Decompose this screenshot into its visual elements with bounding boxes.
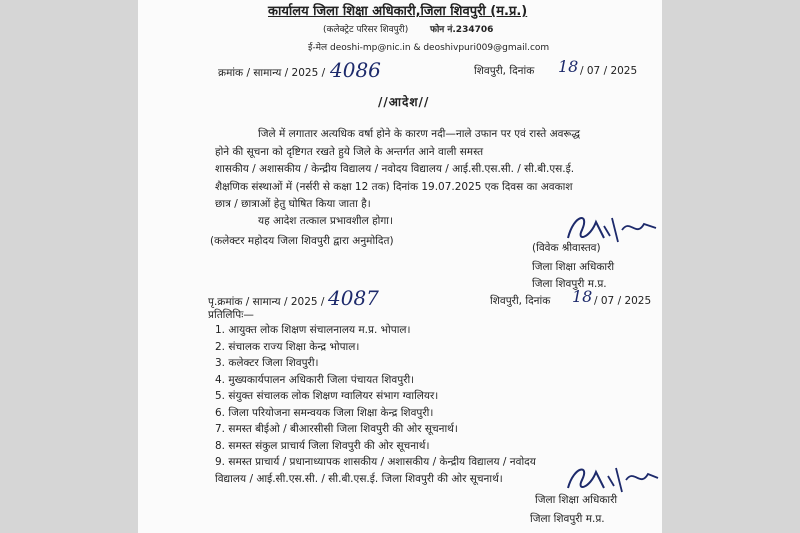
body-line: शासकीय / अशासकीय / केन्द्रीय विद्यालय / नवोदय विद्यालय / आई.सी.एस.सी. / सी.बी.एस.ई.: [215, 163, 575, 175]
body-line: यह आदेश तत्काल प्रभावशील होगा।: [258, 215, 393, 227]
office-title: कार्यालय जिला शिक्षा अधिकारी,जिला शिवपुरी (म.प्र.): [268, 4, 528, 19]
list-item: 7. समस्त बीईओ / बीआरसीसी जिला शिवपुरी की ओर सूचनार्थ।: [215, 423, 458, 435]
list-item: 6. जिला परियोजना समन्वयक जिला शिक्षा केन्द्र शिवपुरी।: [215, 406, 434, 419]
body-line: जिले में लगातार अत्यधिक वर्षा होने के कारण नदी—नाले उफान पर एवं रास्ते अवरूद्ध: [258, 128, 581, 140]
signatory-designation: जिला शिक्षा अधिकारी: [532, 261, 615, 273]
endorsement-number-label: पृ.क्रमांक / सामान्य / 2025 /: [208, 296, 325, 308]
signatory2-district: जिला शिवपुरी म.प्र.: [530, 513, 605, 525]
list-item: 5. संयुक्त संचालक लोक शिक्षण ग्वालियर संभाग ग्वालियर।: [215, 390, 439, 402]
copy-to-label: प्रतिलिपिः—: [208, 309, 254, 321]
endorsement-date-day: 18: [572, 287, 593, 306]
order-place-date-label: शिवपुरी, दिनांक: [474, 65, 535, 77]
endorsement-number-handwritten: 4087: [328, 286, 379, 310]
list-item: 9. समस्त प्राचार्य / प्रधानाध्यापक शासकीय / अशासकीय / केन्द्रीय विद्यालय / नवोदय: [215, 456, 536, 468]
signatory-district: जिला शिवपुरी म.प्र.: [532, 278, 607, 290]
endorsement-place-date-label: शिवपुरी, दिनांक: [490, 295, 551, 307]
left-margin-panel: [0, 0, 138, 533]
list-item: 2. संचालक राज्य शिक्षा केन्द्र भोपाल।: [215, 340, 360, 353]
order-date-day: 18: [558, 57, 579, 76]
office-address: (कलेक्ट्रेट परिसर शिवपुरी): [323, 25, 409, 35]
signatory2-designation: जिला शिक्षा अधिकारी: [535, 494, 618, 506]
copy-list: [215, 317, 536, 484]
list-item: 4. मुख्यकार्यपालन अधिकारी जिला पंचायत शिवपुरी।: [215, 373, 415, 386]
order-title: //आदेश//: [378, 95, 430, 109]
right-margin-panel: [662, 0, 800, 533]
body-line: शैक्षणिक संस्थाओं में (नर्सरी से कक्षा 12 तक) दिनांक 19.07.2025 एक दिवस का अवकाश: [215, 181, 573, 193]
body-line: होने की सूचना को दृष्टिगत रखते हुये जिले के अन्तर्गत आने वाली समस्त: [215, 146, 484, 158]
list-item: 3. कलेक्टर जिला शिवपुरी।: [215, 357, 319, 369]
list-item: 1. आयुक्त लोक शिक्षण संचालनालय म.प्र. भोपाल।: [215, 324, 411, 336]
list-item: 8. समस्त संकुल प्राचार्य जिला शिवपुरी की ओर सूचनार्थ।: [215, 439, 430, 452]
endorsement-date-rest: / 07 / 2025: [594, 295, 652, 307]
list-item: विद्यालय / आई.सी.एस.सी. / सी.बी.एस.ई. जिला शिवपुरी की ओर सूचनार्थ।: [215, 472, 503, 485]
order-number-label: क्रमांक / सामान्य / 2025 /: [218, 67, 326, 79]
order-number-handwritten: 4086: [330, 58, 381, 82]
collector-approval: (कलेक्टर महोदय जिला शिवपुरी द्वारा अनुमोदित): [210, 235, 394, 247]
order-date-rest: / 07 / 2025: [580, 65, 638, 77]
office-phone: फोन नं.234706: [430, 25, 494, 35]
body-line: छात्र / छात्राओं हेतु घोषित किया जाता है।: [215, 198, 371, 210]
office-email: ई-मेल deoshi-mp@nic.in & deoshivpuri009@gmail.com: [308, 43, 550, 53]
signatory-name: (विवेक श्रीवास्तव): [532, 242, 601, 254]
